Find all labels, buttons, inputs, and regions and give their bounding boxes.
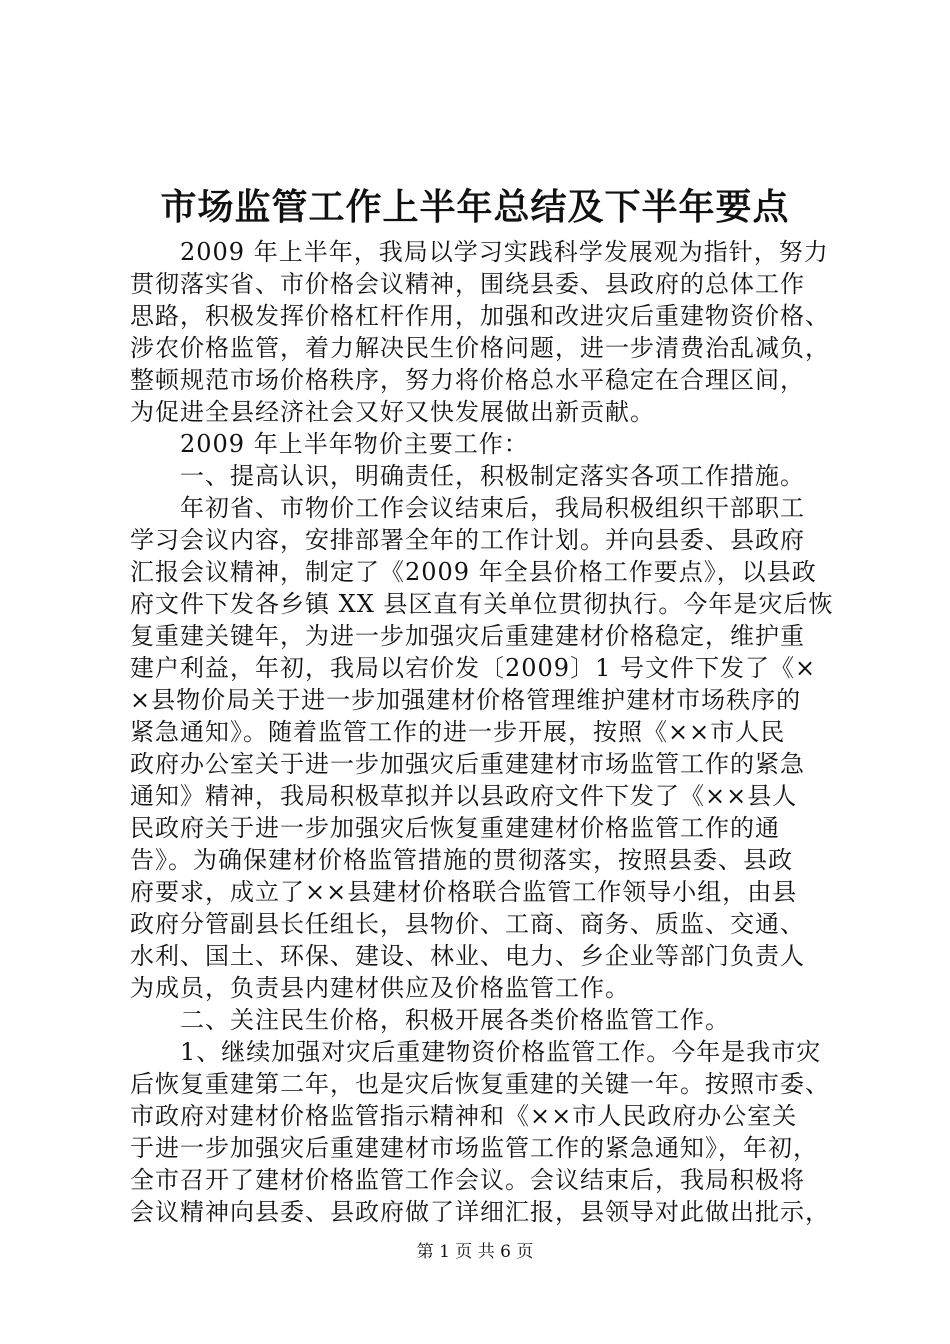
- body-line: 复重建关键年，为进一步加强灾后重建建材价格稳定，维护重: [130, 622, 805, 650]
- body-line: 2009 年上半年物价主要工作：: [130, 430, 529, 458]
- body-line: 为成员，负责县内建材供应及价格监管工作。: [130, 974, 630, 1002]
- body-line: 府要求，成立了××县建材价格联合监管工作领导小组，由县: [130, 878, 798, 906]
- body-line: 思路，积极发挥价格杠杆作用，加强和改进灾后重建物资价格、: [130, 302, 830, 330]
- body-line: 告》。为确保建材价格监管措施的贯彻落实，按照县委、县政: [130, 846, 793, 874]
- body-line: 府文件下发各乡镇 XX 县区直有关单位贯彻执行。今年是灾后恢: [130, 590, 834, 618]
- body-line: 建户利益，年初，我局以宕价发〔2009〕1 号文件下发了《×: [130, 654, 817, 682]
- body-line: 学习会议内容，安排部署全年的工作计划。并向县委、县政府: [130, 526, 805, 554]
- document-body: [130, 236, 850, 1228]
- body-line: 会议精神向县委、县政府做了详细汇报，县领导对此做出批示，: [130, 1198, 830, 1226]
- body-line: 政府分管副县长任组长，县物价、工商、商务、质监、交通、: [130, 910, 805, 938]
- body-line: 于进一步加强灾后重建建材市场监管工作的紧急通知》，年初，: [130, 1134, 818, 1162]
- body-line: 1、继续加强对灾后重建物资价格监管工作。今年是我市灾: [130, 1038, 822, 1066]
- body-line: ×县物价局关于进一步加强建材价格管理维护建材市场秩序的: [130, 686, 802, 714]
- body-line: 贯彻落实省、市价格会议精神，围绕县委、县政府的总体工作: [130, 270, 805, 298]
- body-line: 政府办公室关于进一步加强灾后重建建材市场监管工作的紧急: [130, 750, 805, 778]
- body-line: 后恢复重建第二年，也是灾后恢复重建的关键一年。按照市委、: [130, 1070, 830, 1098]
- body-line: 民政府关于进一步加强灾后恢复重建建材价格监管工作的通: [130, 814, 780, 842]
- body-line: 涉农价格监管，着力解决民生价格问题，进一步清费治乱减负，: [130, 334, 830, 362]
- body-line: 水利、国土、环保、建设、林业、电力、乡企业等部门负责人: [130, 942, 805, 970]
- body-line: 通知》精神，我局积极草拟并以县政府文件下发了《××县人: [130, 782, 798, 810]
- body-line: 二、关注民生价格，积极开展各类价格监管工作。: [130, 1006, 730, 1034]
- body-line: 2009 年上半年，我局以学习实践科学发展观为指针，努力: [130, 238, 829, 266]
- body-line: 整顿规范市场价格秩序，努力将价格总水平稳定在合理区间，: [130, 366, 805, 394]
- body-line: 汇报会议精神，制定了《2009 年全县价格工作要点》，以县政: [130, 558, 817, 586]
- document-title: 市场监管工作上半年总结及下半年要点: [160, 186, 790, 228]
- body-line: 市政府对建材价格监管指示精神和《××市人民政府办公室关: [130, 1102, 798, 1130]
- body-line: 年初省、市物价工作会议结束后，我局积极组织干部职工: [130, 494, 805, 522]
- body-line: 紧急通知》。随着监管工作的进一步开展，按照《××市人民: [130, 718, 786, 746]
- body-line: 全市召开了建材价格监管工作会议。会议结束后，我局积极将: [130, 1166, 805, 1194]
- body-line: 为促进全县经济社会又好又快发展做出新贡献。: [130, 398, 655, 426]
- page-footer: 第 1 页 共 6 页: [416, 1242, 534, 1262]
- body-line: 一、提高认识，明确责任，积极制定落实各项工作措施。: [130, 462, 805, 490]
